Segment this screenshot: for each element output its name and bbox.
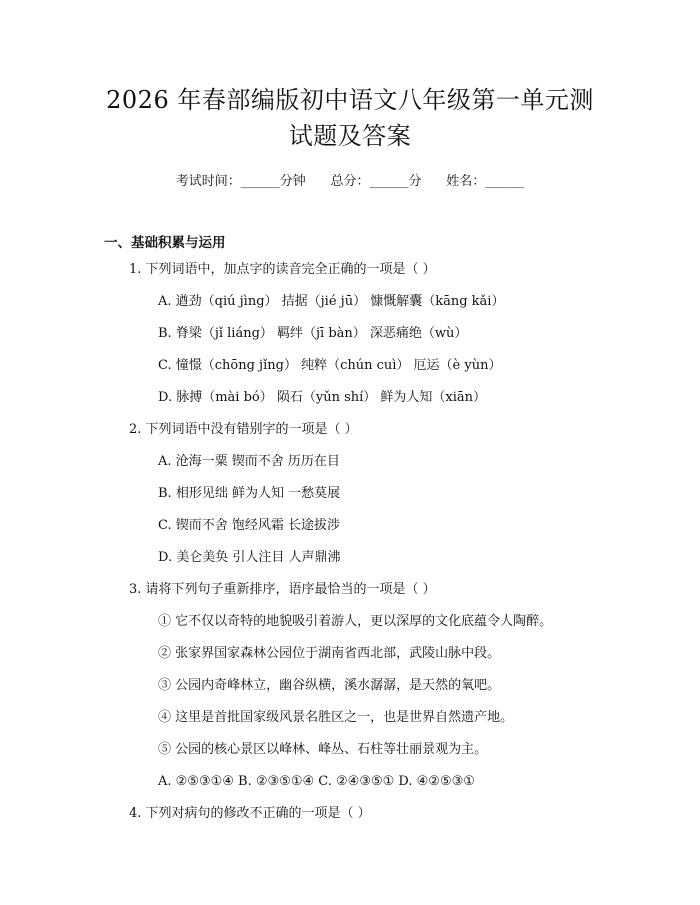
question-1-option-c: C. 憧憬（chōng jǐng） 纯粹（chún cuì） 厄运（è yùn） (158, 358, 502, 373)
question-2-option-a: A. 沧海一粟 锲而不舍 历历在目 (158, 454, 340, 469)
question-3-sentence-3: ③ 公园内奇峰林立，幽谷纵横，溪水潺潺，是天然的氧吧。 (158, 678, 501, 693)
question-2-option-b: B. 相形见绌 鲜为人知 一愁莫展 (158, 486, 341, 501)
question-1-option-a: A. 遒劲（qiú jìng） 拮据（jié jū） 慷慨解囊（kāng kǎi） (158, 294, 505, 309)
exam-title-line2: 试题及答案 (288, 122, 412, 150)
question-2-option-c: C. 锲而不舍 饱经风霜 长途拔涉 (158, 518, 341, 533)
question-3-options: A. ②⑤③①④ B. ②③⑤①④ C. ②④③⑤① D. ④②⑤③① (158, 774, 475, 789)
question-1-option-b: B. 脊梁（jǐ liáng） 羁绊（jī bàn） 深恶痛绝（wù） (158, 326, 468, 341)
question-3-sentence-2: ② 张家界国家森林公园位于湖南省西北部，武陵山脉中段。 (158, 646, 501, 661)
question-2-stem: 2. 下列词语中没有错别字的一项是（ ） (129, 422, 358, 437)
question-3-sentence-5: ⑤ 公园的核心景区以峰林、峰丛、石柱等壮丽景观为主。 (158, 742, 488, 757)
question-3-sentence-4: ④ 这里是首批国家级风景名胜区之一，也是世界自然遗产地。 (158, 710, 514, 725)
question-3-sentence-1: ① 它不仅以奇特的地貌吸引着游人，更以深厚的文化底蕴令人陶醉。 (158, 614, 553, 629)
exam-title-line1: 2026 年春部编版初中语文八年级第一单元测 (106, 86, 594, 114)
exam-info-line: 考试时间：______分钟 总分：______分 姓名：______ (175, 174, 525, 189)
question-3-stem: 3. 请将下列句子重新排序，语序最恰当的一项是（ ） (129, 582, 436, 597)
section-heading: 一、基础积累与运用 (104, 235, 226, 251)
question-1-option-d: D. 脉搏（mài bó） 陨石（yǔn shí） 鲜为人知（xiān） (158, 390, 487, 405)
question-2-option-d: D. 美仑美奂 引人注目 人声鼎沸 (158, 550, 341, 565)
question-4-stem: 4. 下列对病句的修改不正确的一项是（ ） (129, 806, 371, 821)
question-1-stem: 1. 下列词语中，加点字的读音完全正确的一项是（ ） (129, 262, 436, 277)
